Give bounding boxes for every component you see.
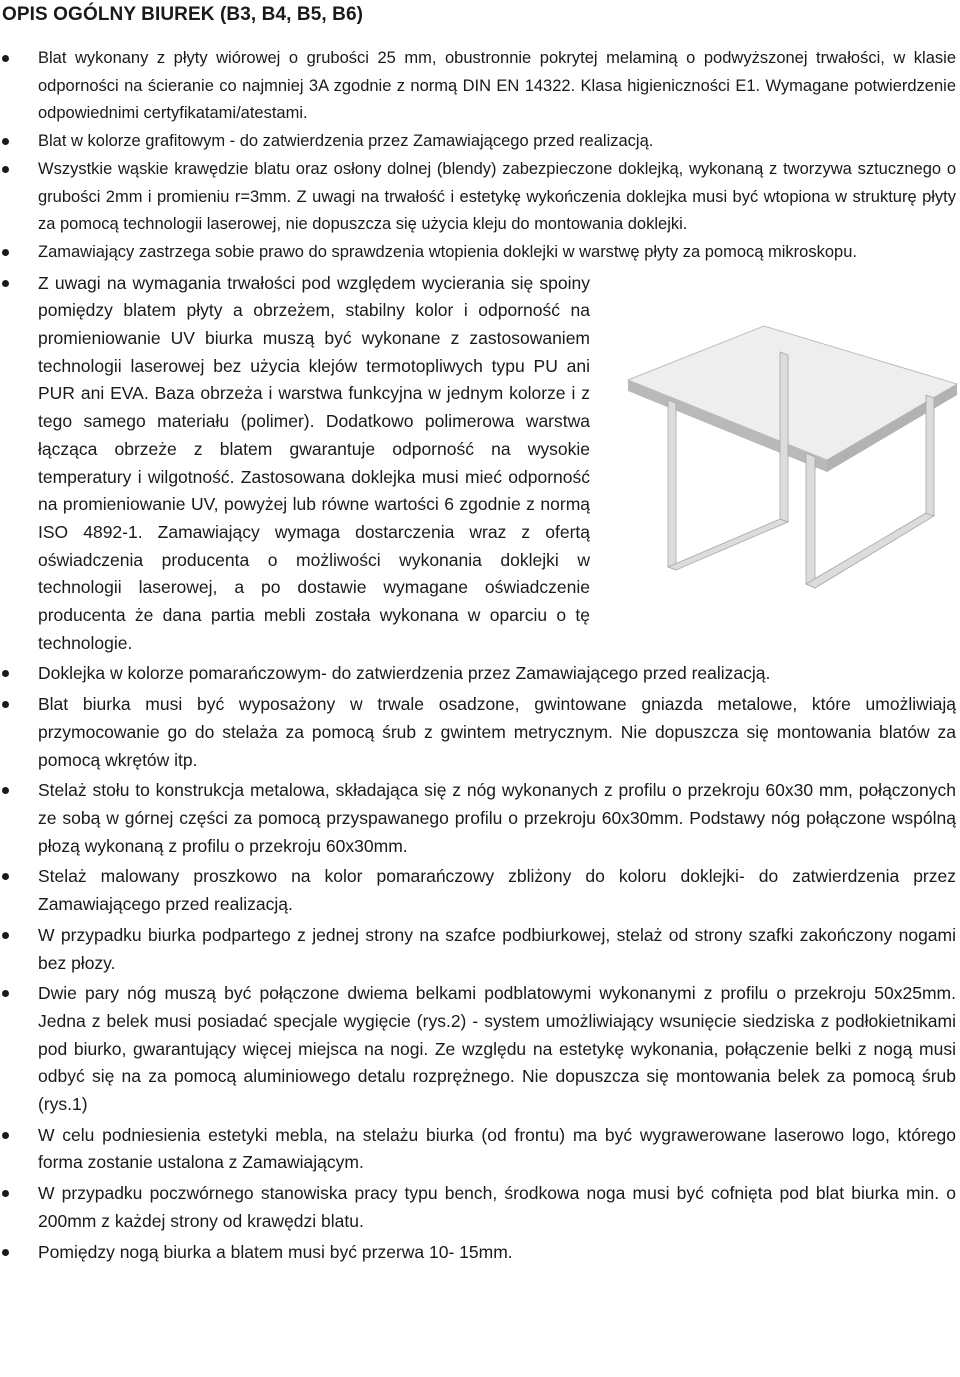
list-item xyxy=(0,922,960,977)
list-item xyxy=(0,777,960,860)
list-item xyxy=(0,1122,960,1177)
list-item xyxy=(0,1180,960,1235)
desk-leg-right-back xyxy=(926,395,934,516)
list-item-text: Doklejka w kolorze pomarańczowym- do zatwierdzenia przez Zamawiającego przed realizacją. xyxy=(38,663,771,684)
list-item-text: Pomiędzy nogą biurka a blatem musi być przerwa 10- 15mm. xyxy=(38,1241,513,1262)
desk-top-surface xyxy=(628,326,957,460)
list-item xyxy=(0,45,960,128)
list-item-text: W przypadku poczwórnego stanowiska pracy typu bench, środkowa noga musi być cofnięta pod blat biurka min. o 200mm z każdej strony od krawędzi blatu. xyxy=(38,1183,956,1231)
list-item xyxy=(0,660,960,688)
desk-leg-left-front xyxy=(668,400,676,570)
list-item xyxy=(0,1239,960,1267)
list-item xyxy=(0,128,960,156)
list-item xyxy=(0,270,960,658)
desk-runner-right xyxy=(806,513,934,588)
list-item-text: W przypadku biurka podpartego z jednej strony na szafce podbiurkowej, stelaż od strony szafki zakończony nogami bez płozy. xyxy=(38,924,956,973)
list-item xyxy=(0,980,960,1119)
list-item-text: Blat w kolorze grafitowym - do zatwierdzenia przez Zamawiającego przed realizacją. xyxy=(38,132,654,151)
desk-figure xyxy=(600,270,960,605)
desk-leg-right-front xyxy=(806,453,815,588)
desk-runner-left xyxy=(668,519,788,570)
list-item-text: Blat biurka musi być wyposażony w trwale osadzone, gwintowane gniazda metalowe, które umożliwiają przymocowanie go do stelaża za pomocą śrub z gwintem metrycznym. Nie dopuszcza się montowania blatów za pomocą wkrętów itp. xyxy=(38,694,956,770)
list-item-text: Dwie pary nóg muszą być połączone dwiema belkami podblatowymi wykonanymi z profilu o przekroju 50x25mm. Jedna z belek musi posiadać specjale wygięcie (rys.2) - system umożliwiający wsunięcie siedziska z podłokietnikami pod biurko, gwarantujący więcej miejsca na nogi. Ze względu na estetykę wykonania, połączenie belki z nogą musi odbyć się na za pomocą aluminiowego detalu rozprężnego. Nie dopuszcza się montowania belek za pomocą śrub (rys.1) xyxy=(38,983,956,1115)
list-item xyxy=(0,863,960,918)
list-item-text: Stelaż stołu to konstrukcja metalowa, składająca się z nóg wykonanych z profilu o przekroju 60x30 mm, połączonych ze sobą w górnej części za pomocą przyspawanego profilu o przekroju 60x30mm. Podstawy nóg połączone wspólną płozą wykonaną z profilu o przekroju 60x30mm. xyxy=(38,780,956,856)
desk-leg-left-back xyxy=(780,352,788,522)
desk-illustration-icon xyxy=(612,270,960,605)
requirements-list xyxy=(0,45,960,1266)
list-item-text: Wszystkie wąskie krawędzie blatu oraz osłony dolnej (blendy) zabezpieczone doklejką, wykonaną z tworzywa sztucznego o grubości 2mm i promieniu r=3mm. Z uwagi na trwałość i estetykę wykończenia doklejka musi być wtopiona w strukturę płyty za pomocą technologii laserowej, nie dopuszcza się użycia kleju do montowania doklejki. xyxy=(38,159,956,234)
list-item-text: Zamawiający zastrzega sobie prawo do sprawdzenia wtopienia doklejki w warstwę płyty za pomocą mikroskopu. xyxy=(38,242,857,261)
list-item xyxy=(0,239,960,267)
list-item xyxy=(0,691,960,774)
document-title: OPIS OGÓLNY BIUREK (B3, B4, B5, B6) xyxy=(2,4,364,25)
list-item-text: Stelaż malowany proszkowo na kolor pomarańczowy zbliżony do koloru doklejki- do zatwierdzenia przez Zamawiającego przed realizacją. xyxy=(38,866,956,915)
list-item xyxy=(0,156,960,239)
list-item-text: Z uwagi na wymagania trwałości pod względem wycierania się spoiny pomiędzy blatem płyty a obrzeżem, stabilny kolor i odporność na promieniowanie UV biurka muszą być wykonane z zastosowaniem technologii laserowej bez użycia klejów termotopliwych typu PU ani PUR ani EVA. Baza obrzeża i warstwa funkcyjna w jednym kolorze i z tego samego materiału (polimer). Dodatkowo polimerowa warstwa łącząca obrzeże z blatem gwarantuje odporność na wysokie temperatury i wilgotność. Zastosowana doklejka musi mieć odporność na promieniowanie UV, powyżej lub równe wartości 6 zgodnie z normą ISO 4892-1. Zamawiający wymaga dostarczenia wraz z ofertą oświadczenia producenta o możliwości wykonania doklejki w technologii laserowej, a po dostawie wymagane oświadczenie producenta że dana partia mebli została wykonana w oparciu o tę technologie. xyxy=(38,272,590,653)
list-item-text: Blat wykonany z płyty wiórowej o grubości 25 mm, obustronnie pokrytej melaminą o podwyższonej trwałości, w klasie odporności na ścieranie co najmniej 3A zgodnie z normą DIN EN 14322. Klasa higieniczności E1. Wymagane potwierdzenie odpowiednimi certyfikatami/atestami. xyxy=(38,49,956,123)
list-item-text: W celu podniesienia estetyki mebla, na stelażu biurka (od frontu) ma być wygrawerowane laserowo logo, którego forma zostanie ustalona z Zamawiającym. xyxy=(38,1124,956,1173)
